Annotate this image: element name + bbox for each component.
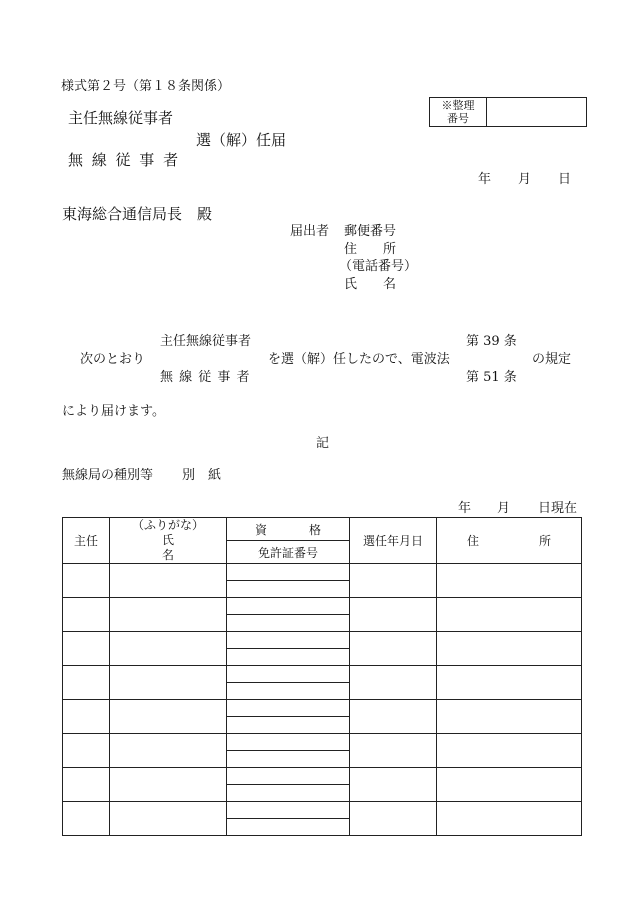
cell-address[interactable] bbox=[437, 564, 582, 598]
title-line2: 選（解）任届 bbox=[196, 131, 287, 149]
reference-number-box bbox=[429, 97, 587, 127]
cell-appointed-date[interactable] bbox=[350, 768, 437, 802]
title-line1: 主任無線従事者 bbox=[68, 109, 174, 127]
cell-name[interactable] bbox=[110, 734, 227, 768]
date-month: 月 bbox=[518, 172, 532, 187]
submitter-label: 届出者 bbox=[290, 224, 330, 239]
statement-article2: 第 51 条 bbox=[466, 370, 517, 385]
table-header-row bbox=[63, 518, 582, 541]
table-row bbox=[63, 632, 582, 649]
cell-appointed-date[interactable] bbox=[350, 598, 437, 632]
cell-qualification[interactable] bbox=[227, 666, 350, 683]
cell-qualification[interactable] bbox=[227, 632, 350, 649]
date-year: 年 bbox=[478, 172, 492, 187]
station-type-label: 無線局の種別等 bbox=[62, 468, 154, 483]
reference-number-field[interactable] bbox=[487, 98, 586, 126]
header-address-label bbox=[437, 532, 581, 549]
cell-shunin[interactable] bbox=[63, 666, 110, 700]
cell-address[interactable] bbox=[437, 666, 582, 700]
cell-name[interactable] bbox=[110, 700, 227, 734]
submitter-name: 氏 名 bbox=[344, 277, 397, 292]
cell-address[interactable] bbox=[437, 632, 582, 666]
cell-appointed-date[interactable] bbox=[350, 632, 437, 666]
header-address bbox=[437, 518, 582, 564]
cell-address[interactable] bbox=[437, 734, 582, 768]
table-row bbox=[63, 802, 582, 819]
cell-license-number[interactable] bbox=[227, 615, 350, 632]
cell-shunin[interactable] bbox=[63, 564, 110, 598]
cell-name[interactable] bbox=[110, 598, 227, 632]
statement-article1: 第 39 条 bbox=[466, 334, 517, 349]
cell-qualification[interactable] bbox=[227, 564, 350, 581]
cell-shunin[interactable] bbox=[63, 734, 110, 768]
table-row bbox=[63, 666, 582, 683]
ki-heading: 記 bbox=[316, 436, 330, 451]
cell-shunin[interactable] bbox=[63, 768, 110, 802]
header-appointed-date: 選任年月日 bbox=[350, 518, 437, 564]
submitter-address: 住 所 bbox=[344, 242, 397, 257]
cell-qualification[interactable] bbox=[227, 802, 350, 819]
asof-day: 日現在 bbox=[538, 501, 578, 516]
cell-license-number[interactable] bbox=[227, 581, 350, 598]
header-address-a: 住 bbox=[467, 534, 480, 548]
header-shunin: 主任 bbox=[63, 518, 110, 564]
station-type-value: 別 紙 bbox=[182, 468, 222, 483]
header-address-b: 所 bbox=[538, 534, 551, 548]
cell-address[interactable] bbox=[437, 700, 582, 734]
asof-month: 月 bbox=[497, 501, 511, 516]
cell-appointed-date[interactable] bbox=[350, 666, 437, 700]
submitter-phone: （電話番号） bbox=[339, 259, 418, 274]
table-row bbox=[63, 598, 582, 615]
header-qualification-b: 格 bbox=[308, 522, 321, 537]
submitter-postal: 郵便番号 bbox=[344, 224, 397, 239]
cell-shunin[interactable] bbox=[63, 802, 110, 836]
cell-license-number[interactable] bbox=[227, 819, 350, 836]
cell-license-number[interactable] bbox=[227, 751, 350, 768]
cell-shunin[interactable] bbox=[63, 598, 110, 632]
table-row bbox=[63, 564, 582, 581]
cell-appointed-date[interactable] bbox=[350, 564, 437, 598]
cell-name[interactable] bbox=[110, 564, 227, 598]
cell-qualification[interactable] bbox=[227, 734, 350, 751]
date-day: 日 bbox=[558, 172, 572, 187]
cell-appointed-date[interactable] bbox=[350, 734, 437, 768]
cell-name[interactable] bbox=[110, 802, 227, 836]
cell-qualification[interactable] bbox=[227, 768, 350, 785]
table-row bbox=[63, 768, 582, 785]
cell-shunin[interactable] bbox=[63, 700, 110, 734]
header-qualification-label bbox=[227, 521, 349, 538]
statement-option2: 無 線 従 事 者 bbox=[160, 370, 251, 385]
header-name bbox=[110, 518, 227, 564]
asof-year: 年 bbox=[458, 501, 472, 516]
cell-license-number[interactable] bbox=[227, 683, 350, 700]
cell-qualification[interactable] bbox=[227, 700, 350, 717]
reference-label-line2: 番号 bbox=[447, 112, 469, 125]
table-row bbox=[63, 700, 582, 717]
cell-address[interactable] bbox=[437, 598, 582, 632]
statement-line2: により届けます。 bbox=[62, 404, 165, 419]
header-qualification-a: 資 bbox=[255, 522, 268, 537]
header-name-b: 名 bbox=[161, 548, 174, 562]
cell-address[interactable] bbox=[437, 768, 582, 802]
form-id: 様式第２号（第１８条関係） bbox=[61, 79, 231, 94]
cell-shunin[interactable] bbox=[63, 632, 110, 666]
statement-option1: 主任無線従事者 bbox=[160, 334, 252, 349]
header-name-a: 氏 bbox=[161, 533, 174, 547]
cell-name[interactable] bbox=[110, 768, 227, 802]
header-qualification bbox=[227, 518, 350, 541]
statement-middle: を選（解）任したので、電波法 bbox=[268, 352, 450, 367]
cell-license-number[interactable] bbox=[227, 717, 350, 734]
cell-address[interactable] bbox=[437, 802, 582, 836]
title-line3: 無 線 従 事 者 bbox=[68, 151, 181, 169]
statement-suffix: の規定 bbox=[532, 352, 572, 367]
cell-name[interactable] bbox=[110, 632, 227, 666]
header-license-number: 免許証番号 bbox=[227, 541, 350, 564]
cell-appointed-date[interactable] bbox=[350, 700, 437, 734]
cell-license-number[interactable] bbox=[227, 785, 350, 802]
cell-license-number[interactable] bbox=[227, 649, 350, 666]
header-name-label bbox=[110, 533, 226, 563]
table-row bbox=[63, 734, 582, 751]
cell-qualification[interactable] bbox=[227, 598, 350, 615]
appointee-table bbox=[62, 517, 582, 836]
addressee: 東海総合通信局長 殿 bbox=[62, 205, 213, 223]
header-furigana: （ふりがな） bbox=[131, 518, 204, 532]
reference-number-label bbox=[430, 98, 487, 126]
reference-label-line1: ※整理 bbox=[441, 99, 475, 112]
cell-appointed-date[interactable] bbox=[350, 802, 437, 836]
statement-prefix: 次のとおり bbox=[80, 352, 146, 367]
cell-name[interactable] bbox=[110, 666, 227, 700]
